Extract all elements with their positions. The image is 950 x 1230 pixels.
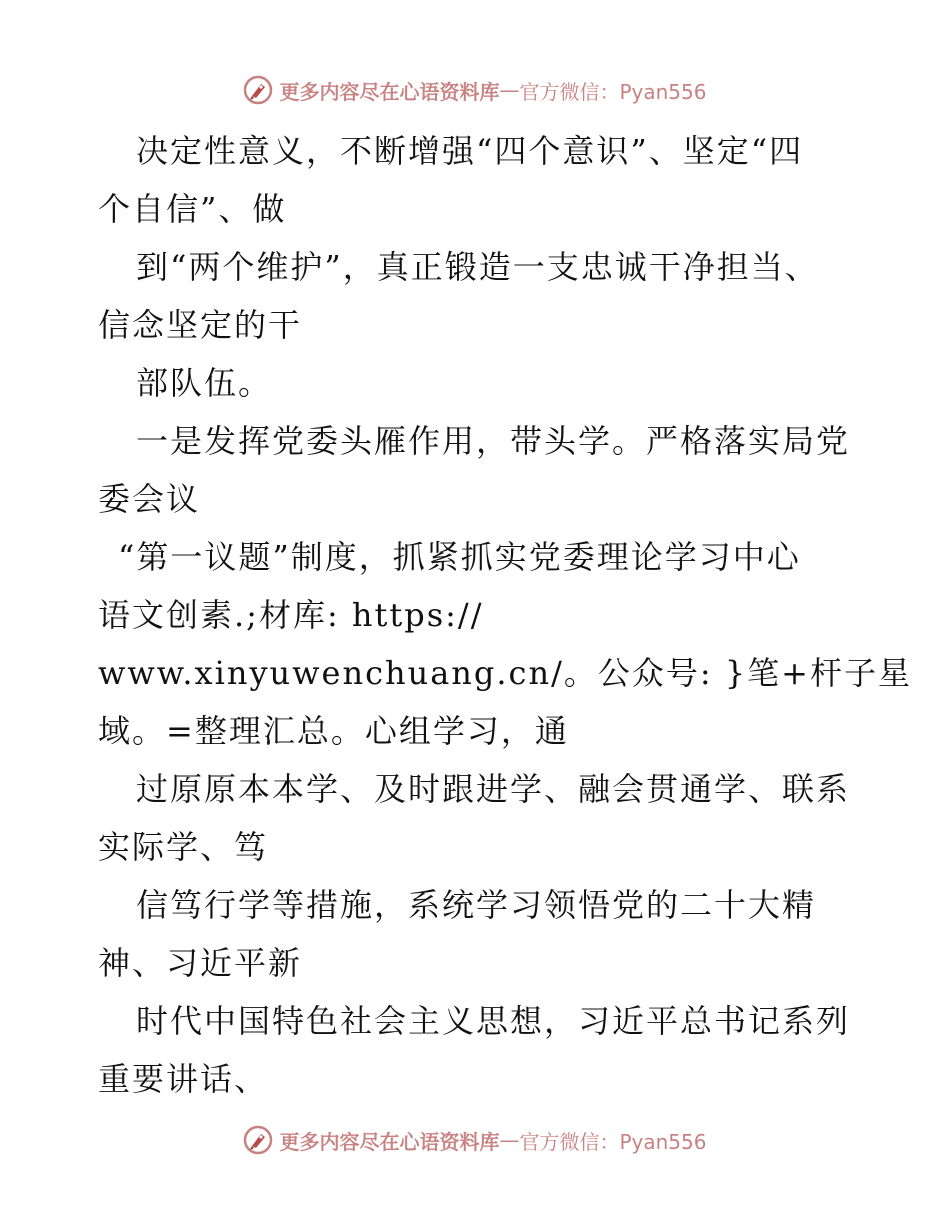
body-line: 重要讲话、 [98,1060,269,1098]
body-line: 信念坚定的干 [98,306,303,344]
body-line: 信笃行学等措施，系统学习领悟党的二十大精 [136,886,817,924]
body-line: “第一议题”制度，抓紧抓实党委理论学习中心 [118,538,801,576]
pen-nib-seal-icon [243,1125,273,1155]
pen-nib-seal-icon [243,75,273,105]
body-line: 语文创素.;材库: https:// [98,596,484,634]
body-line: 到“两个维护”，真正锻造一支忠诚干净担当、 [136,248,819,286]
banner-sub-text: 官方微信：Pyan556 [519,1129,707,1154]
header-banner [0,70,950,110]
body-line: 一是发挥党委头雁作用，带头学。严格落实局党 [136,422,851,460]
banner-dash: — [499,1128,520,1152]
banner-dash: — [499,78,520,102]
body-line: 委会议 [98,480,201,518]
body-line: 神、习近平新 [98,944,303,982]
footer-banner [0,1120,950,1160]
document-body [98,122,912,1108]
body-line: 决定性意义，不断增强“四个意识”、坚定“四 [136,132,804,170]
body-line: 时代中国特色社会主义思想，习近平总书记系列 [136,1002,851,1040]
body-line: 部队伍。 [136,364,273,402]
body-line: 域。=整理汇总。心组学习，通 [98,712,569,750]
body-line: 实际学、笃 [98,828,269,866]
banner-main-text: 更多内容尽在心语资料库 [279,1129,500,1154]
body-line: 过原原本本学、及时跟进学、融会贯通学、联系 [136,770,851,808]
body-line: 个自信”、做 [98,190,287,228]
banner-main-text: 更多内容尽在心语资料库 [279,79,500,104]
banner-sub-text: 官方微信：Pyan556 [519,79,707,104]
body-line: www.xinyuwenchuang.cn/。公众号: }笔+杆子星 [98,654,912,692]
